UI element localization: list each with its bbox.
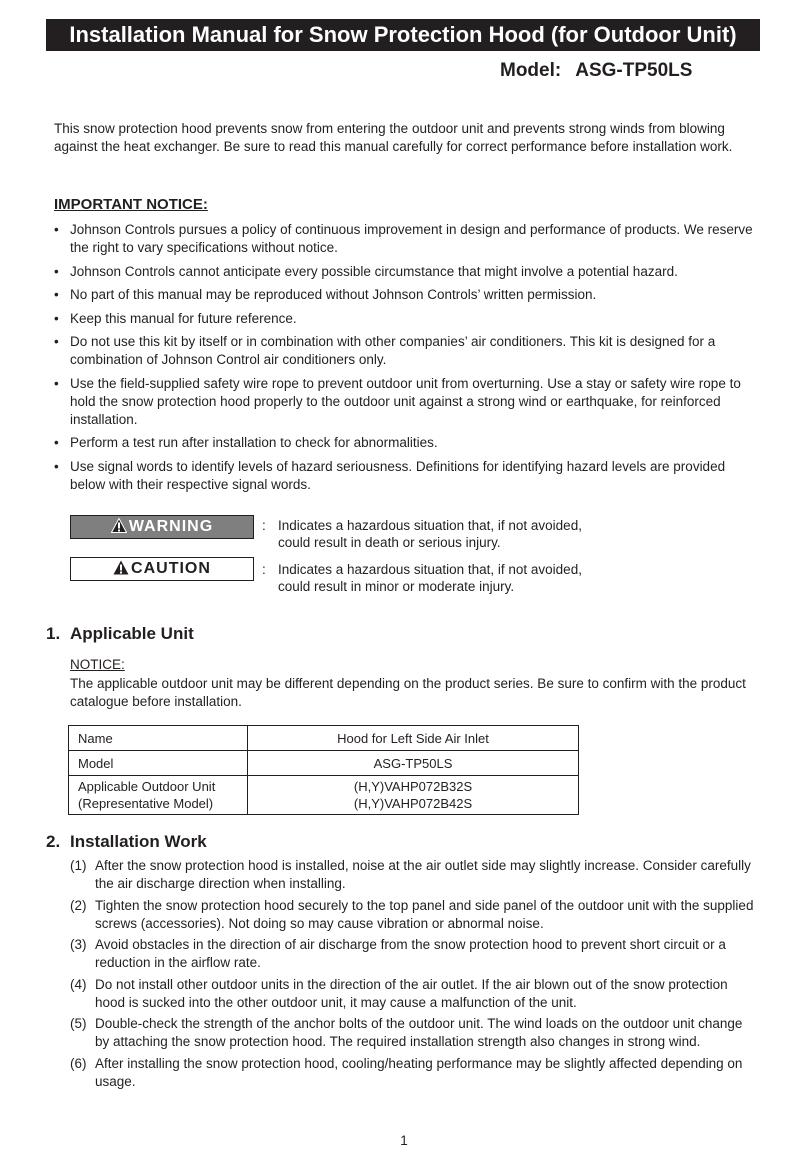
section-heading-installation-work [46, 832, 207, 852]
step-text: Avoid obstacles in the direction of air discharge from the snow protection hood to prevent short circuit or a reduction in the airflow rate. [95, 937, 726, 970]
section-title: Applicable Unit [70, 624, 194, 643]
warning-signal-box [70, 515, 254, 539]
table-row [69, 751, 579, 776]
model-line [500, 60, 692, 82]
list-item [70, 857, 760, 893]
table-cell-value-line: (H,Y)VAHP072B42S [353, 796, 473, 811]
list-item [70, 897, 760, 933]
caution-desc-line2: could result in minor or moderate injury. [278, 579, 515, 594]
notice-item: • Do not use this kit by itself or in combination with other companies’ air conditioners. This kit is designed for a combination of Johnson Control air conditioners only. [54, 333, 764, 369]
page-number: 1 [400, 1133, 408, 1148]
notice-item: • Use the field-supplied safety wire rope to prevent outdoor unit from overturning. Use a stay or safety wire rope to hold the snow protection hood properly to the outdoor unit against a strong wind or earthquake, for reinforced installation. [54, 375, 764, 429]
step-number: (5) [70, 1016, 87, 1031]
table-row [69, 726, 579, 751]
step-number: (1) [70, 858, 87, 873]
important-notice-heading: IMPORTANT NOTICE: [54, 196, 208, 213]
step-text: Do not install other outdoor units in the direction of the air outlet. If the air blown out of the snow protection hood is sucked into the other outdoor unit, it may cause a malfunction of the unit. [95, 976, 728, 1010]
table-cell-value-line: (H,Y)VAHP072B32S [353, 779, 473, 794]
notice-label: NOTICE: [70, 657, 125, 672]
warning-colon: : [262, 518, 266, 533]
caution-description [262, 561, 642, 595]
applicable-unit-table [68, 725, 579, 815]
table-cell-value: Hood for Left Side Air Inlet [248, 726, 579, 751]
notice-item: • Use signal words to identify levels of hazard seriousness. Definitions for identifying hazard levels are provided below with their respective signal words. [54, 458, 764, 494]
intro-paragraph: This snow protection hood prevents snow from entering the outdoor unit and prevents strong winds from blowing against the heat exchanger. Be sure to read this manual carefully for correct performance before installation work. [54, 121, 733, 154]
model-value: ASG-TP50LS [575, 60, 693, 81]
warning-desc-line1: Indicates a hazardous situation that, if not avoided, [278, 518, 582, 533]
section-heading-applicable-unit [46, 624, 194, 644]
notice-item: • Johnson Controls pursues a policy of continuous improvement in design and performance of products. We reserve the right to vary specifications without notice. [54, 221, 764, 257]
notice-item: • No part of this manual may be reproduced without Johnson Controls’ written permission. [54, 286, 764, 304]
step-text: Tighten the snow protection hood securely to the top panel and side panel of the outdoor unit with the supplied screws (accessories). Not doing so may cause vibration or abnormal noise. [95, 897, 754, 931]
step-text: After installing the snow protection hood, cooling/heating performance may be slightly affected depending on usage. [95, 1055, 743, 1089]
model-label: Model: [500, 60, 562, 81]
table-cell-label-line: Applicable Outdoor Unit [78, 779, 216, 794]
list-item [70, 936, 760, 972]
list-item [70, 1055, 760, 1091]
caution-colon: : [262, 562, 266, 577]
table-cell-label: Model [69, 751, 248, 776]
table-cell-label: Name [69, 726, 248, 751]
caution-triangle-icon [113, 560, 129, 575]
warning-word: WARNING [128, 518, 214, 535]
step-text: After the snow protection hood is installed, noise at the air outlet side may slightly increase. Consider carefully the air discharge direction when installing. [95, 858, 751, 891]
caution-signal-box [70, 557, 254, 581]
section-number: 2. [46, 832, 61, 851]
list-item [70, 1015, 760, 1051]
notice-item: • Keep this manual for future reference. [54, 310, 764, 328]
caution-word: CAUTION [131, 560, 211, 577]
step-number: (6) [70, 1055, 87, 1071]
caution-desc-line1: Indicates a hazardous situation that, if not avoided, [278, 562, 582, 577]
document-title: Installation Manual for Snow Protection Hood (for Outdoor Unit) [46, 19, 760, 51]
table-cell-label-line: (Representative Model) [78, 796, 214, 811]
table-cell-value: ASG-TP50LS [248, 751, 579, 776]
step-number: (3) [70, 937, 87, 952]
warning-description [262, 517, 642, 551]
list-item [70, 976, 760, 1012]
step-text: Double-check the strength of the anchor bolts of the outdoor unit. The wind loads on the outdoor unit change by attaching the snow protection hood. The required installation strength also changes in strong wind. [95, 1016, 743, 1049]
step-number: (4) [70, 976, 87, 992]
warning-desc-line2: could result in death or serious injury. [278, 535, 501, 550]
notice-item: • Johnson Controls cannot anticipate every possible circumstance that might involve a potential hazard. [54, 263, 764, 281]
table-cell-value [248, 776, 579, 815]
table-row [69, 776, 579, 815]
section-title: Installation Work [70, 832, 207, 851]
important-notice-list [54, 221, 764, 499]
section-number: 1. [46, 624, 61, 643]
step-number: (2) [70, 897, 87, 913]
notice-text: The applicable outdoor unit may be different depending on the product series. Be sure to confirm with the product catalogue before installation. [70, 676, 746, 709]
warning-triangle-icon [111, 518, 127, 533]
notice-item: • Perform a test run after installation to check for abnormalities. [54, 434, 764, 452]
installation-steps-list [70, 857, 760, 1094]
table-cell-label [69, 776, 248, 815]
